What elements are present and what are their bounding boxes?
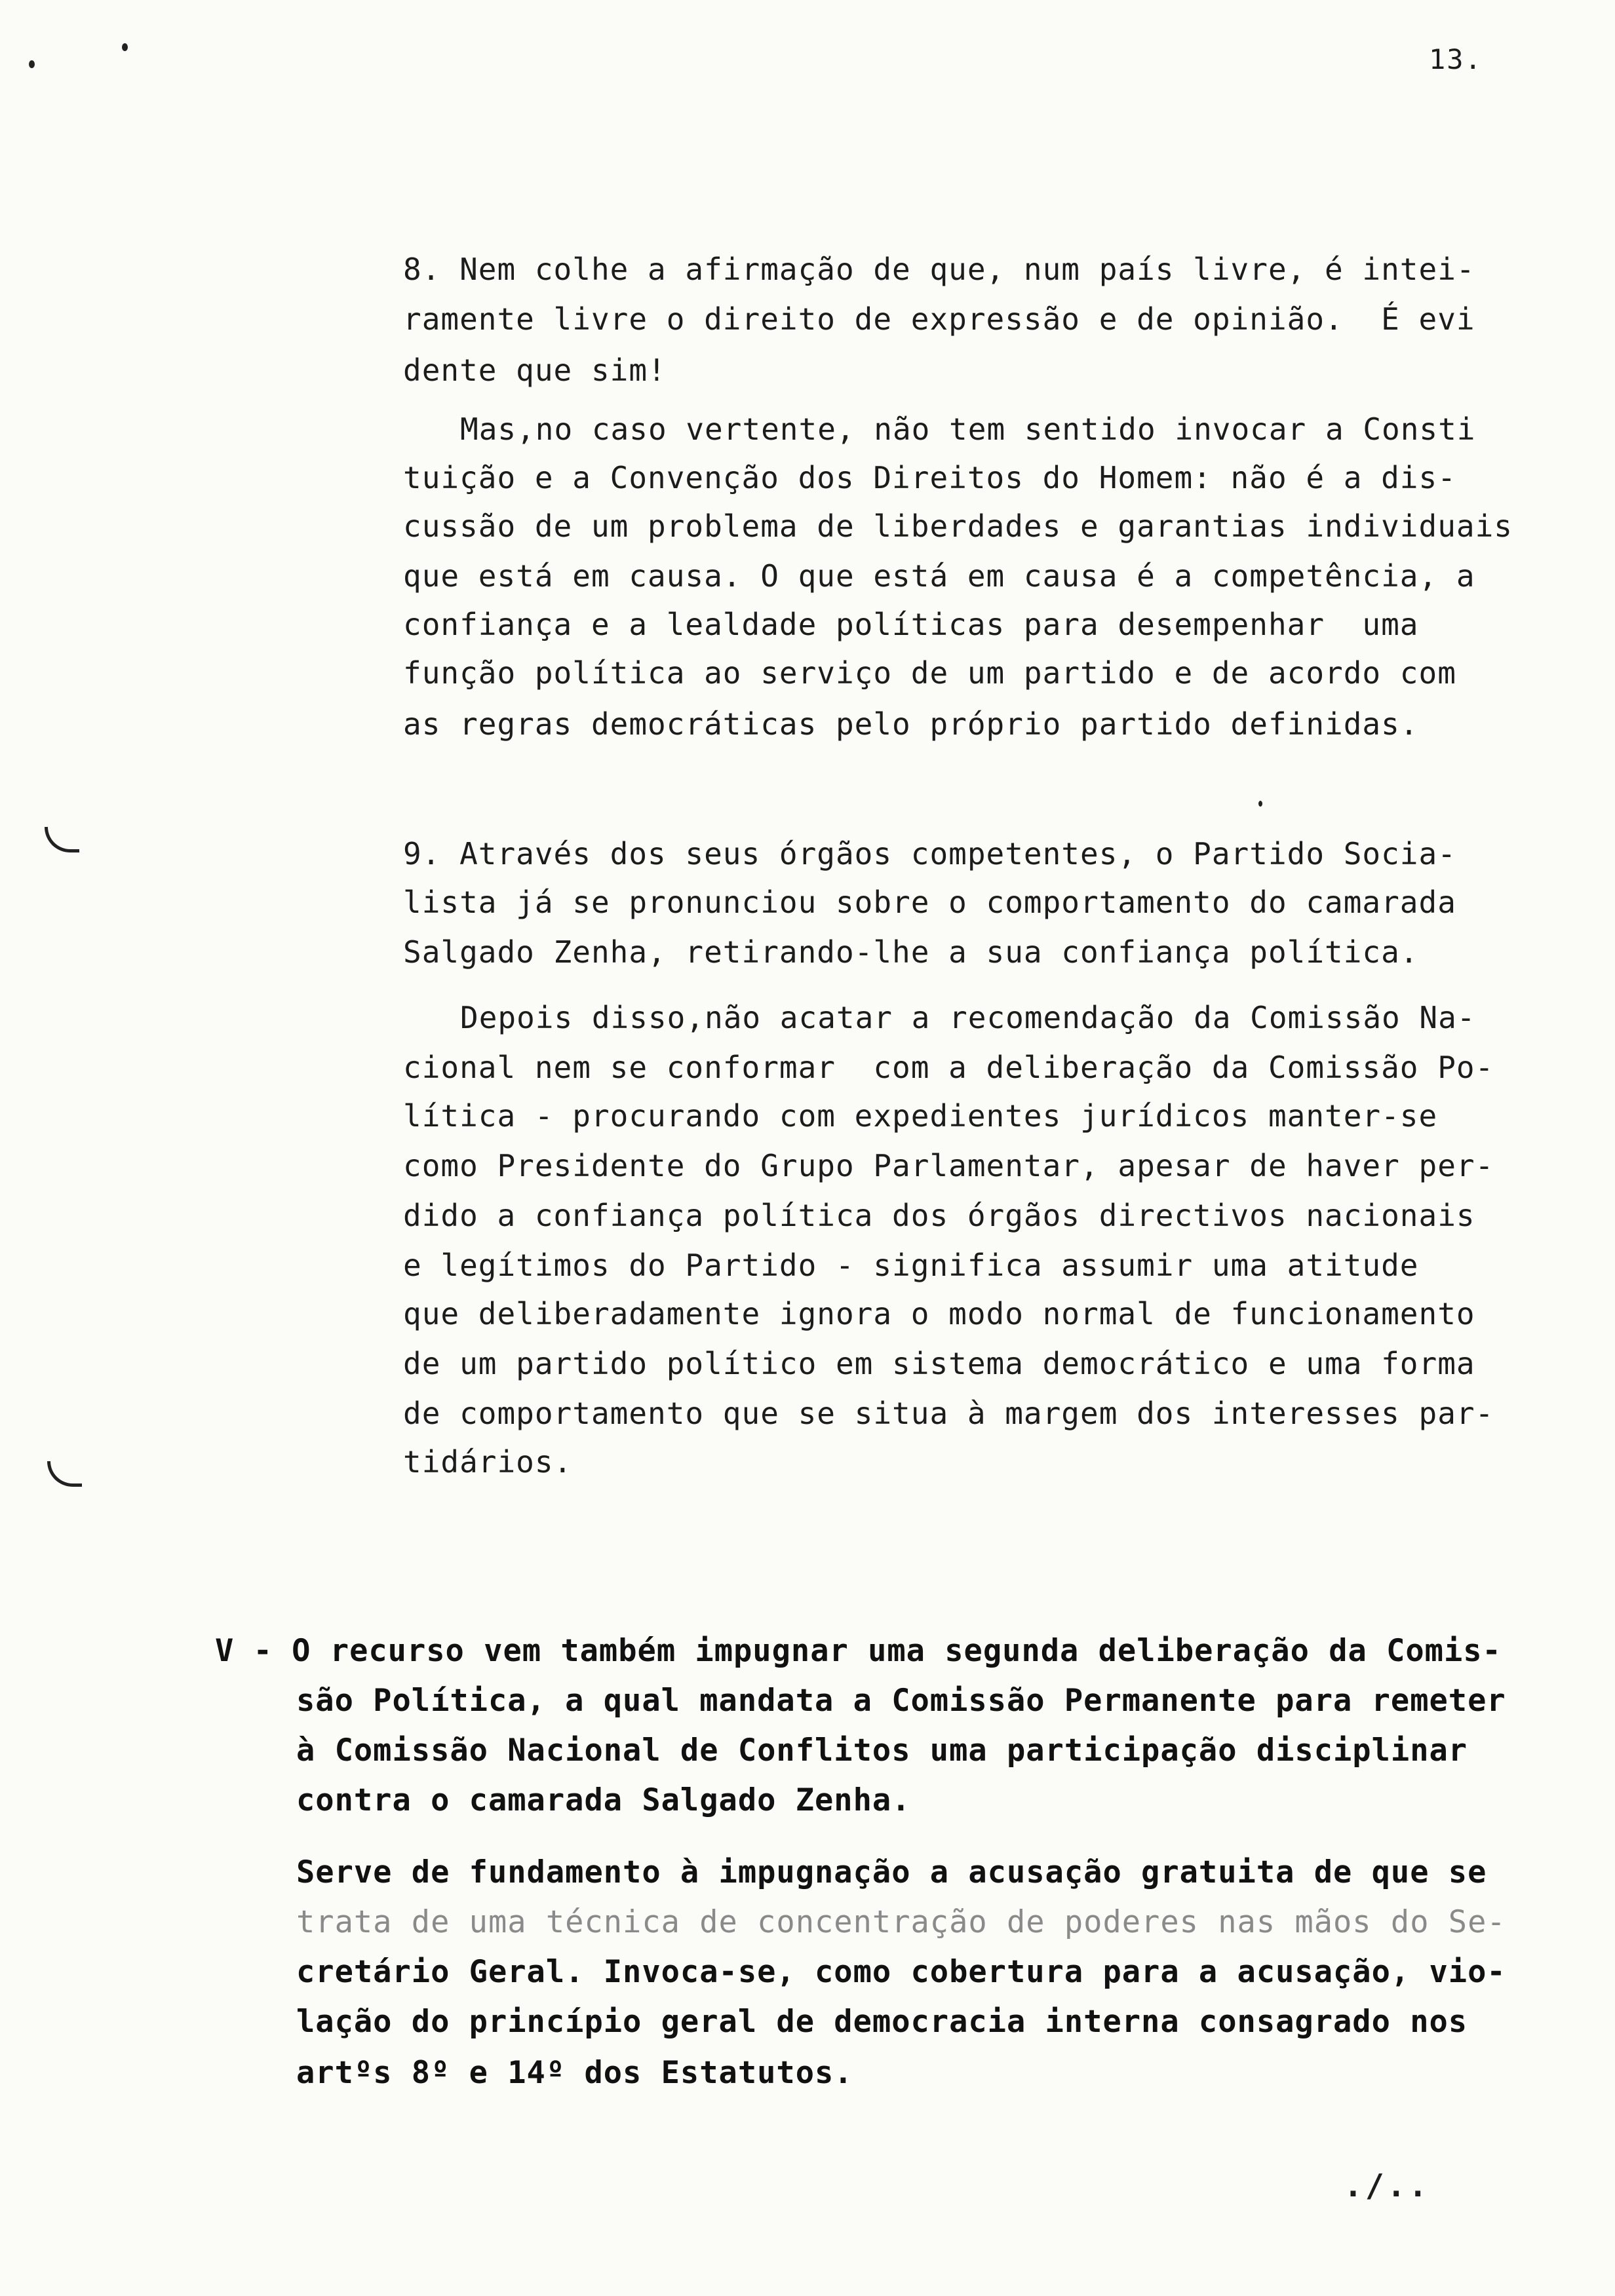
section-v-paragraph-line: artºs 8º e 14º dos Estatutos. <box>296 2055 853 2091</box>
item-9-paragraph-line: dido a confiança política dos órgãos directivos nacionais <box>403 1198 1475 1233</box>
section-v-paragraph-line: cretário Geral. Invoca-se, como cobertura para a acusação, vio- <box>296 1954 1506 1990</box>
item-8-paragraph-line: as regras democráticas pelo próprio partido definidas. <box>403 706 1419 742</box>
item-9-paragraph-line: que deliberadamente ignora o modo normal de funcionamento <box>403 1296 1475 1331</box>
item-8-line: dente que sim! <box>403 353 667 388</box>
section-v-line: V - O recurso vem também impugnar uma segunda deliberação da Comis- <box>215 1633 1502 1669</box>
item-8-paragraph-line: cussão de um problema de liberdades e garantias individuais <box>403 508 1513 544</box>
item-9-paragraph-line: tidários. <box>403 1444 573 1480</box>
speck-mark <box>1258 801 1262 807</box>
item-9-line: 9. Através dos seus órgãos competentes, o Partido Socia- <box>403 836 1456 871</box>
item-8-paragraph-line: função política ao serviço de um partido e de acordo com <box>403 655 1456 691</box>
item-9-paragraph-line: Depois disso,não acatar a recomendação da Comissão Na- <box>460 1000 1476 1035</box>
section-v-line: contra o camarada Salgado Zenha. <box>296 1782 911 1818</box>
page-number: 13. <box>1429 43 1483 75</box>
item-8-line: 8. Nem colhe a afirmação de que, num país livre, é intei- <box>403 252 1475 287</box>
item-9-paragraph-line: de um partido político em sistema democrático e uma forma <box>403 1346 1475 1381</box>
speck-mark <box>29 60 35 68</box>
item-8-line: ramente livre o direito de expressão e de opinião. É evi <box>403 301 1475 337</box>
item-9-line: lista já se pronunciou sobre o comportamento do camarada <box>403 885 1456 920</box>
section-v-line: à Comissão Nacional de Conflitos uma participação disciplinar <box>296 1732 1468 1769</box>
item-9-paragraph-line: cional nem se conformar com a deliberação da Comissão Po- <box>403 1050 1494 1085</box>
section-v-paragraph-line: trata de uma técnica de concentração de poderes nas mãos do Se- <box>296 1904 1506 1940</box>
section-v-paragraph-line: lação do princípio geral de democracia interna consagrado nos <box>296 2004 1468 2040</box>
item-9-paragraph-line: lítica - procurando com expedientes jurídicos manter-se <box>403 1098 1438 1134</box>
item-8-paragraph-line: tuição e a Convenção dos Direitos do Homem: não é a dis- <box>403 460 1456 495</box>
section-v-line: são Política, a qual mandata a Comissão Permanente para remeter <box>296 1683 1506 1719</box>
speck-mark <box>122 43 128 51</box>
continuation-mark: ./.. <box>1344 2168 1430 2204</box>
margin-check-mark <box>47 1461 82 1487</box>
item-9-paragraph-line: e legítimos do Partido - significa assumir uma atitude <box>403 1248 1419 1283</box>
section-v-paragraph-line: Serve de fundamento à impugnação a acusação gratuita de que se <box>296 1854 1487 1890</box>
item-8-paragraph-line: que está em causa. O que está em causa é a competência, a <box>403 558 1475 594</box>
item-8-paragraph-line: confiança e a lealdade políticas para desempenhar uma <box>403 607 1419 642</box>
item-8-paragraph-line: Mas,no caso vertente, não tem sentido invocar a Consti <box>460 411 1476 447</box>
margin-check-mark <box>45 827 79 852</box>
item-9-paragraph-line: de comportamento que se situa à margem dos interesses par- <box>403 1396 1494 1431</box>
item-9-paragraph-line: como Presidente do Grupo Parlamentar, apesar de haver per- <box>403 1148 1494 1183</box>
item-9-line: Salgado Zenha, retirando-lhe a sua confiança política. <box>403 934 1419 970</box>
